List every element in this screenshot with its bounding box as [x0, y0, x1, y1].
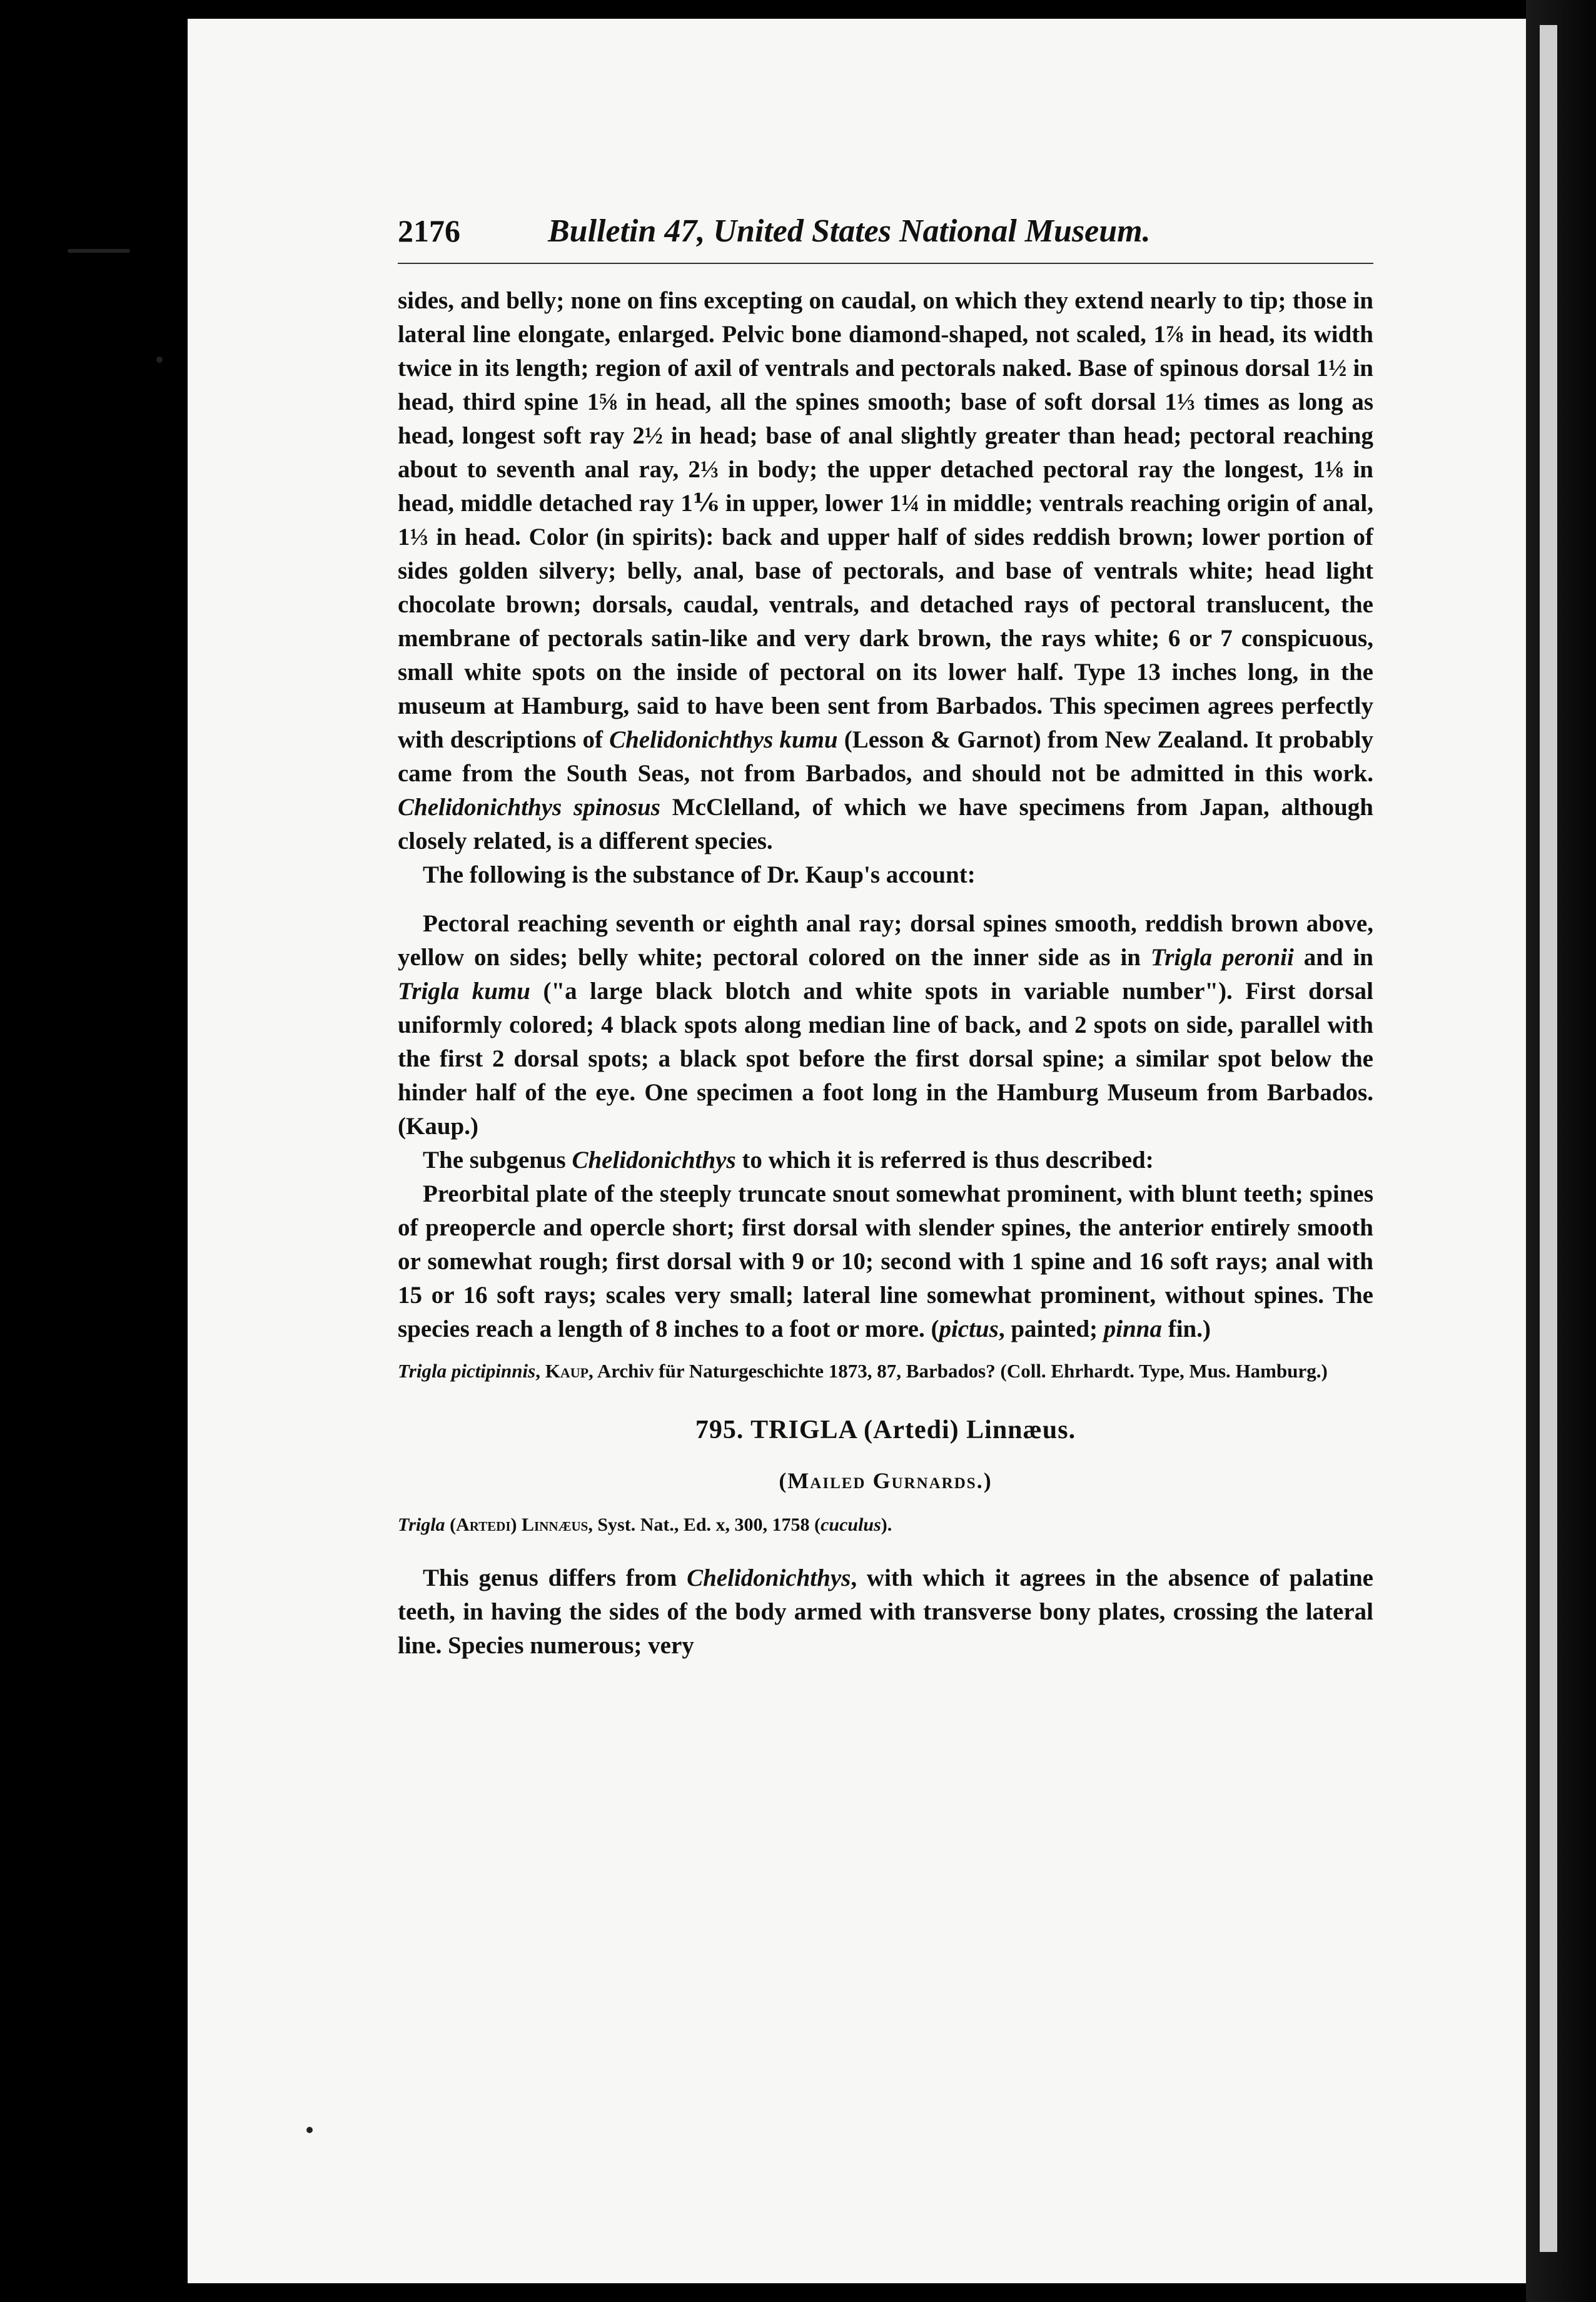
scan-artifact [306, 2127, 313, 2133]
paragraph-subgenus-description: Preorbital plate of the steeply truncate snout somewhat prominent, with blunt teeth; spines of preopercle and opercle short; first dorsal with slender spines, the anterior entirely smooth or somewhat rough; first dorsal with 9 or 10; second with 1 spine and 16 soft rays; anal with 15 or 16 soft rays; scales very small; lateral line somewhat prominent, without spines. The species reach a length of 8 inches to a foot or more. (pictus, painted; pinna fin.) [398, 1180, 1373, 1342]
genus-heading: 795. TRIGLA (Artedi) Linnæus. [695, 1416, 1076, 1444]
genus-subheading: (Mailed Gurnards.) [779, 1468, 992, 1493]
binding-light-strip [1540, 25, 1557, 2252]
binding-edge [1526, 0, 1596, 2302]
body-text-genus [398, 1561, 1373, 1663]
citation-trigla-pictipinnis: Trigla pictipinnis, Kaup, Archiv für Naturgeschichte 1873, 87, Barbados? (Coll. Ehrhardt. Type, Mus. Hamburg.) [398, 1360, 1328, 1382]
paragraph-kaup-intro: The following is the substance of Dr. Kaup's account: [423, 861, 976, 888]
paragraph-subgenus-intro: The subgenus Chelidonichthys to which it is referred is thus described: [423, 1147, 1154, 1174]
paragraph-genus-description: This genus differs from Chelidonichthys, with which it agrees in the absence of palatine teeth, in having the sides of the body armed with transverse bony plates, crossing the lateral line. Species numerous; very [398, 1564, 1373, 1659]
page-content [398, 206, 1373, 1663]
genus-citation: Trigla (Artedi) Linnæus, Syst. Nat., Ed. x, 300, 1758 (cuculus). [398, 1514, 892, 1535]
running-title: Bulletin 47, United States National Museum. [548, 213, 1151, 249]
body-text [398, 284, 1373, 1346]
running-head [398, 206, 1373, 264]
paragraph-species-description: sides, and belly; none on fins excepting on caudal, on which they extend nearly to tip; those in lateral line elongate, enlarged. Pelvic bone diamond-shaped, not scaled, 1⅞ in head, its width twice in its length; region of axil of ventrals and pectorals naked. Base of spinous dorsal 1½ in head, third spine 1⅝ in head, all the spines smooth; base of soft dorsal 1⅓ times as long as head, longest soft ray 2½ in head; base of anal slightly greater than head; pectoral reaching about to seventh anal ray, 2⅓ in body; the upper detached pectoral ray the longest, 1⅛ in head, middle detached ray 1⅙ in upper, lower 1¼ in middle; ventrals reaching origin of anal, 1⅓ in head. Color (in spirits): back and upper half of sides reddish brown; lower portion of sides golden silvery; belly, anal, base of pectorals, and base of ventrals white; head light chocolate brown; dorsals, caudal, ventrals, and detached rays of pectoral translucent, the membrane of pectorals satin-like and very dark brown, the rays white; 6 or 7 conspicuous, small white spots on the inside of pectoral on its lower half. Type 13 inches long, in the museum at Hamburg, said to have been sent from Barbados. This specimen agrees perfectly with descriptions of Chelidonichthys kumu (Lesson & Garnot) from New Zealand. It probably came from the South Seas, not from Barbados, and should not be admitted in this work. Chelidonichthys spinosus McClelland, of which we have specimens from Japan, although closely related, is a different species. [398, 287, 1373, 854]
scan-artifact [68, 249, 130, 253]
page-number: 2176 [398, 213, 460, 248]
paragraph-kaup-account: Pectoral reaching seventh or eighth anal ray; dorsal spines smooth, reddish brown above, yellow on sides; belly white; pectoral colored on the inner side as in Trigla peronii and in Trigla kumu ("a large black blotch and white spots in variable number"). First dorsal uniformly colored; 4 black spots along median line of back, and 2 spots on side, parallel with the first 2 dorsal spots; a black spot before the first dorsal spine; a similar spot below the hinder half of the eye. One specimen a foot long in the Hamburg Museum from Barbados. (Kaup.) [398, 910, 1373, 1140]
scan-artifact [156, 357, 163, 363]
